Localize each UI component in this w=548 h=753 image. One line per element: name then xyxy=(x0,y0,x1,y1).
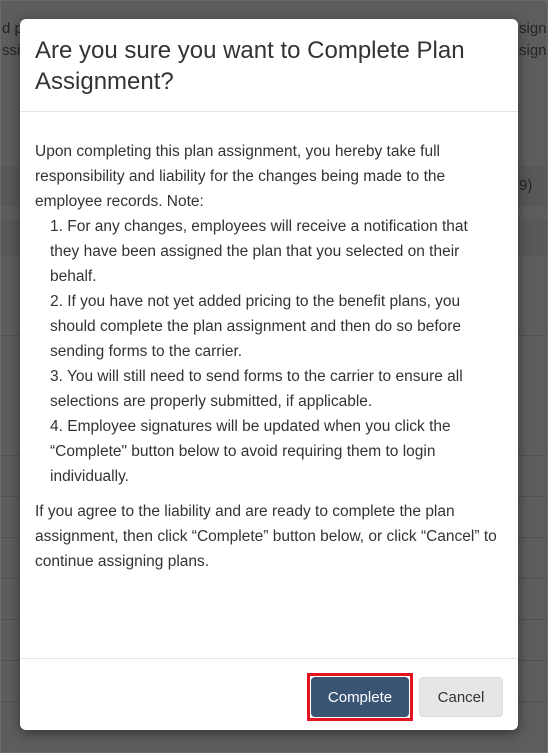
complete-button[interactable]: Complete xyxy=(311,677,409,717)
dialog-body xyxy=(35,139,507,574)
dialog-header xyxy=(20,19,518,112)
note-item: 2. If you have not yet added pricing to the benefit plans, you should complete the plan assignment and then do so before sending forms to the carrier. xyxy=(50,293,462,360)
dialog-title: Are you sure you want to Complete Plan Assignment? xyxy=(35,37,465,95)
confirm-complete-dialog xyxy=(20,19,518,730)
notes-list xyxy=(35,214,490,489)
dialog-footer xyxy=(20,658,518,730)
note-item: 3. You will still need to send forms to the carrier to ensure all selections are properly submitted, if applicable. xyxy=(50,368,463,410)
note-item: 1. For any changes, employees will receive a notification that they have been assigned the plan that you selected on their behalf. xyxy=(50,218,468,285)
dialog-intro-text: Upon completing this plan assignment, you hereby take full responsibility and liability for the changes being made to the employee records. Note: xyxy=(35,143,446,210)
cancel-button[interactable]: Cancel xyxy=(419,677,503,717)
dialog-outro-text: If you agree to the liability and are ready to complete the plan assignment, then click “Complete” button below, or click “Cancel” to continue assigning plans. xyxy=(35,503,497,570)
note-item: 4. Employee signatures will be updated when you click the “Complete" button below to avoid requiring them to login individually. xyxy=(50,418,451,485)
